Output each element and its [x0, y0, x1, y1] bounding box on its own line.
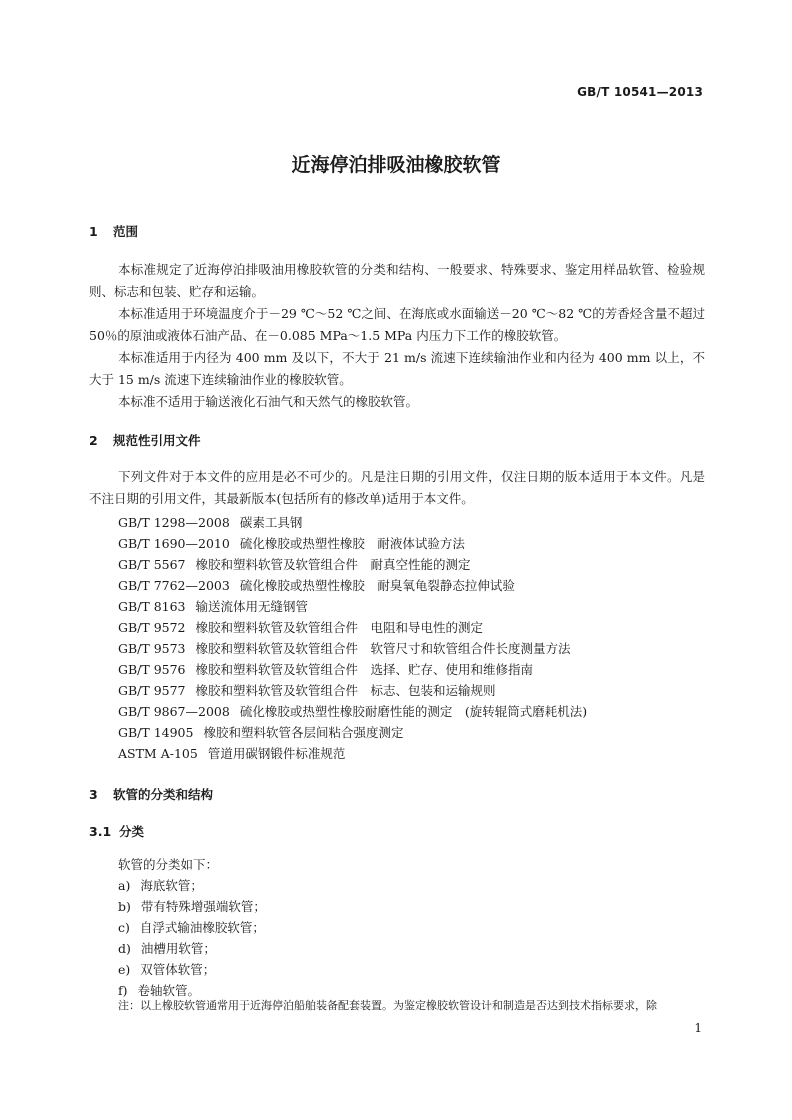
classification-intro: 软管的分类如下：	[118, 857, 219, 872]
list-text: 自浮式输油橡胶软管；	[139, 920, 265, 935]
reference-code: ASTM A-105	[118, 746, 198, 761]
list-item	[118, 876, 203, 894]
reference-code: GB/T 9576	[118, 662, 186, 677]
scope-paragraph-2: 本标准适用于环境温度介于－29 ℃～52 ℃之间、在海底或水面输送－20 ℃～82 ℃的芳香烃含量不超过 50％的原油或液体石油产品、在－0.085 MPa～1.5 MPa 内压力下工作的橡胶软管。	[89, 306, 705, 343]
list-marker: f)	[118, 983, 128, 998]
reference-title: 橡胶和塑料软管各层间粘合强度测定	[203, 725, 404, 740]
section-1-heading	[89, 222, 138, 240]
reference-code: GB/T 5567	[118, 557, 186, 572]
reference-code: GB/T 14905	[118, 725, 194, 740]
list-marker: e)	[118, 962, 131, 977]
list-marker: d)	[118, 941, 131, 956]
list-text: 带有特殊增强端软管；	[140, 899, 266, 914]
section-title: 软管的分类和结构	[113, 787, 214, 802]
reference-item	[118, 534, 465, 552]
section-number: 2	[89, 433, 98, 448]
reference-title: 橡胶和塑料软管及软管组合件 软管尺寸和软管组合件长度测量方法	[195, 641, 571, 656]
references-intro: 下列文件对于本文件的应用是必不可少的。凡是注日期的引用文件，仅注日期的版本适用于本文件。凡是不注日期的引用文件，其最新版本(包括所有的修改单)适用于本文件。	[89, 469, 705, 506]
reference-item	[118, 597, 308, 615]
reference-item	[118, 702, 587, 720]
reference-item	[118, 723, 403, 741]
reference-title: 硫化橡胶或热塑性橡胶耐磨性能的测定 (旋转辊筒式磨耗机法)	[239, 704, 588, 719]
reference-item	[118, 513, 302, 531]
reference-item	[118, 618, 483, 636]
reference-title: 橡胶和塑料软管及软管组合件 耐真空性能的测定	[195, 557, 471, 572]
reference-item	[118, 576, 515, 594]
note-text: 注：以上橡胶软管通常用于近海停泊船舶装备配套装置。为鉴定橡胶软管设计和制造是否达到技术指标要求，除	[118, 999, 657, 1012]
reference-item	[118, 744, 345, 762]
list-text: 油槽用软管；	[140, 941, 216, 956]
list-text: 海底软管；	[140, 878, 203, 893]
reference-title: 硫化橡胶或热塑性橡胶 耐臭氧龟裂静态拉伸试验	[239, 578, 515, 593]
reference-title: 输送流体用无缝钢管	[195, 599, 309, 614]
scope-paragraph-3: 本标准适用于内径为 400 mm 及以下，不大于 21 m/s 流速下连续输油作业和内径为 400 mm 以上，不大于 15 m/s 流速下连续输油作业的橡胶软管。	[89, 350, 705, 387]
list-item	[118, 939, 216, 957]
scope-paragraph-1: 本标准规定了近海停泊排吸油用橡胶软管的分类和结构、一般要求、特殊要求、鉴定用样品软管、检验规则、标志和包装、贮存和运输。	[89, 262, 705, 299]
list-marker: a)	[118, 878, 131, 893]
reference-item	[118, 681, 496, 699]
reference-item	[118, 639, 571, 657]
reference-title: 碳素工具钢	[239, 515, 303, 530]
subsection-3-1-heading	[89, 822, 144, 840]
reference-code: GB/T 7762—2003	[118, 578, 230, 593]
reference-code: GB/T 9867—2008	[118, 704, 230, 719]
reference-code: GB/T 1298—2008	[118, 515, 230, 530]
list-item	[118, 960, 215, 978]
scope-paragraph-4: 本标准不适用于输送液化石油气和天然气的橡胶软管。	[118, 394, 419, 409]
reference-code: GB/T 9572	[118, 620, 186, 635]
section-number: 1	[89, 224, 98, 239]
reference-code: GB/T 8163	[118, 599, 186, 614]
reference-title: 橡胶和塑料软管及软管组合件 标志、包装和运输规则	[195, 683, 496, 698]
reference-item	[118, 555, 471, 573]
list-marker: c)	[118, 920, 130, 935]
reference-code: GB/T 1690—2010	[118, 536, 230, 551]
list-text: 双管体软管；	[140, 962, 216, 977]
standard-code: GB/T 10541—2013	[577, 85, 703, 99]
list-item	[118, 918, 265, 936]
reference-title: 管道用碳钢锻件标准规范	[207, 746, 346, 761]
reference-title: 橡胶和塑料软管及软管组合件 电阻和导电性的测定	[195, 620, 484, 635]
section-3-heading	[89, 785, 213, 803]
section-2-heading	[89, 431, 201, 449]
reference-code: GB/T 9577	[118, 683, 186, 698]
list-marker: b)	[118, 899, 131, 914]
reference-item	[118, 660, 533, 678]
page-number: 1	[694, 1021, 702, 1035]
subsection-title: 分类	[119, 824, 145, 839]
reference-title: 橡胶和塑料软管及软管组合件 选择、贮存、使用和维修指南	[195, 662, 534, 677]
section-title: 范围	[113, 224, 139, 239]
list-text: 卷轴软管。	[137, 983, 201, 998]
reference-title: 硫化橡胶或热塑性橡胶 耐液体试验方法	[239, 536, 465, 551]
document-title: 近海停泊排吸油橡胶软管	[291, 154, 501, 176]
section-title: 规范性引用文件	[113, 433, 201, 448]
reference-code: GB/T 9573	[118, 641, 186, 656]
subsection-number: 3.1	[89, 824, 112, 839]
list-item	[118, 897, 266, 915]
section-number: 3	[89, 787, 98, 802]
